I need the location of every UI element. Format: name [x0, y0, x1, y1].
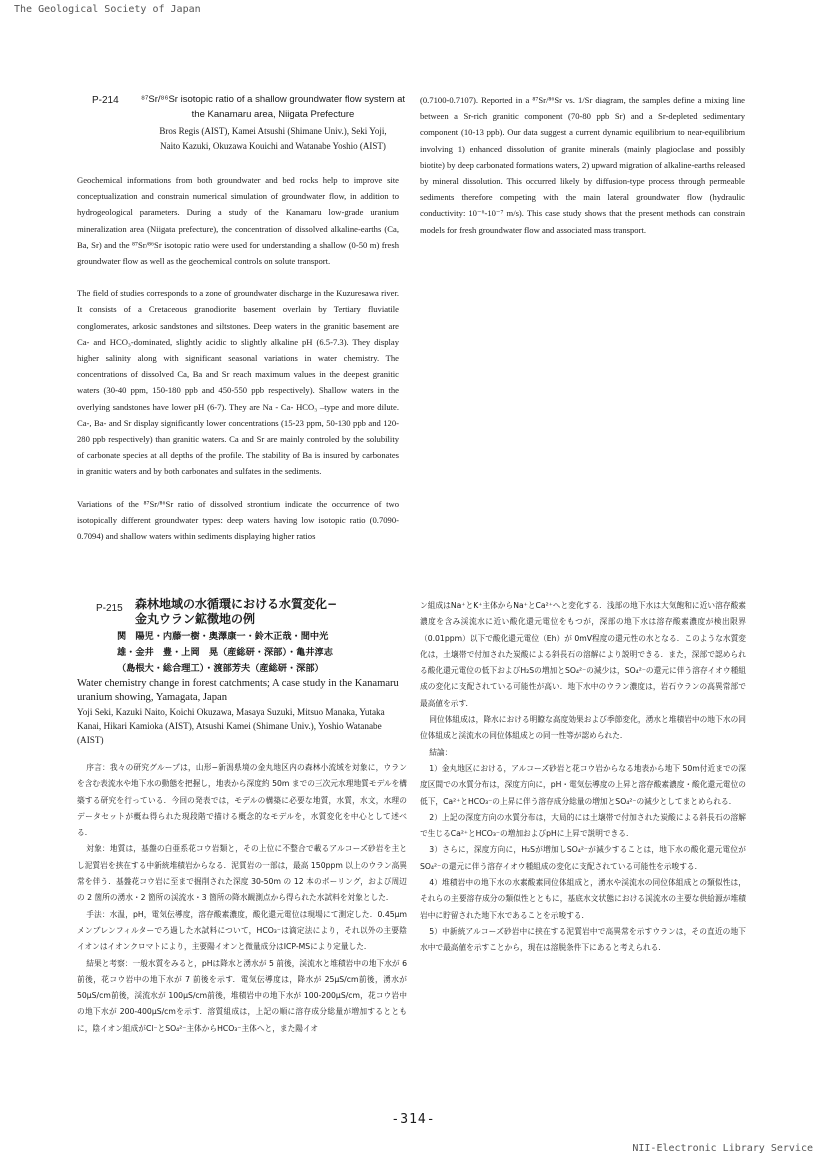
paper2-paragraph: 序言：我々の研究グループは，山形−新潟県境の金丸地区内の森林小流域を対象に，ウランを含む表流水や地下水の動態を把握し，地表から深度約 50m までの三次元水理地質モデルを構築する研究を行っている．今回の発表では，モデルの構築に必要な地質，水質，水文，水理のデータセットが概ね得られた現段階で描ける概念的なモデルを，水質変化を中心として述べる． — [77, 763, 407, 838]
paper2-conclusion-heading: 結論： — [429, 747, 453, 757]
paper1-paragraph: The field of studies corresponds to a zone of groundwater discharge in the Kuzuresawa river. It consists of a Cretaceous granodiorite basement overlain by Tertiary fluviatile conglomerates, arkosic sandstones and siltstones. Deep waters in the granitic basement are Ca- and HCO₃-dominated, slightly acidic to slightly alkaline pH (6.5-7.3). They display higher salinity along with significant seasonal variations in water chemistry. The concentrations of dissolved Ca, Ba and Sr reach maximum values in the deepest granitic waters (30-40 ppm, 150-180 ppb and 450-550 ppb respectively). Shallow waters in the overlying sandstones have lower pH (6-7). They are Na - Ca- HCO₃ –type and more dilute. Ca-, Ba- and Sr display significantly lower concentrations (15-23 ppm, 50-130 ppb and 120-280 ppb respectively) than granitic waters. Ca and Sr are mainly controled by the solubility of carbonate species at all depths of the profile. The stability of Ba is insured by carbonates in granitic waters and by both carbonates and sulfates in the sediments. — [77, 288, 399, 477]
paper2-authors-ja-line2: 雄・金井 豊・上岡 晃（産総研・深部）・亀井淳志 — [117, 647, 333, 658]
paper1-title-line2: the Kanamaru area, Niigata Prefecture — [191, 109, 355, 120]
paper2-authors-en: Yoji Seki, Kazuki Naito, Koichi Okuzawa, Masaya Suzuki, Mitsuo Manaka, Yutaka Kanai, Hikari Kamioka (AIST), Atsushi Kamei (Shimane Univ.), Yoshio Watanabe (AIST) — [77, 707, 385, 745]
paper2-authors-ja — [117, 629, 410, 677]
paper2-paragraph: 2）上記の深度方向の水質分布は，大局的には土壌帯で付加された炭酸による斜長石の溶解で生じるCa²⁺とHCO₃⁻の増加およびpHに上昇で説明できる． — [420, 812, 746, 839]
paper2-paragraph: 5）中新統アルコーズ砂岩中に挟在する泥質岩中で高異常を示すウランは，その直近の地下水中で最高値を示すことから，現在は溶脱条件下にあると考えられる． — [420, 926, 746, 953]
paper1-authors-line1: Bros Regis (AIST), Kamei Atsushi (Shimane Univ.), Seki Yoji, — [159, 126, 387, 136]
paper2-title-ja-line1: 森林地域の水循環における水質変化− — [135, 597, 338, 611]
society-header: The Geological Society of Japan — [14, 4, 201, 15]
paper1-right-column — [420, 92, 745, 238]
paper1-paragraph: Variations of the ⁸⁷Sr/⁸⁶Sr ratio of dissolved strontium indicate the occurrence of two isotopically different groundwater types: deep waters having low isotopic ratio (0.7090-0.7094) and shallow waters within sediments displaying higher ratios — [77, 498, 399, 542]
paper2-authors-ja-line1: 関 陽児・内藤一樹・奥澤康一・鈴木正哉・間中光 — [117, 631, 329, 642]
paper2-left-column — [77, 760, 407, 1037]
paper1-title — [138, 92, 408, 122]
paper2-paragraph: 3）さらに，深度方向に，H₂Sが増加しSO₄²⁻が減少することは，地下水の酸化還元電位がSO₄²⁻の還元に伴う溶存イオウ種組成の変化に支配されている可能性を示唆する． — [420, 845, 746, 871]
library-footer: NII-Electronic Library Service — [632, 1143, 813, 1154]
paper2-paragraph: 結果と考察：一般水質をみると，pHは降水と湧水が 5 前後，渓流水と堆積岩中の地下水が 6 前後，花コウ岩中の地下水が 7 前後を示す．電気伝導度は，降水が 25μS/cm前後，湧水が 50μS/cm前後，渓流水が 100μS/cm前後，堆積岩中の地下水が 100-200μS/cm，花コウ岩中の地下水が 200-400μS/cmを示す．溶質組成は，上記の順に溶存成分総量が増加するとともに，陰イオン組成がCl⁻とSO₄²⁻主体からHCO₃⁻主体へと，また陽イオ — [77, 958, 407, 1033]
paper1-paragraph: Geochemical informations from both groundwater and bed rocks help to improve site conceptualization and constrain numerical simulation of groundwater flow, in addition to hydrogeological parameters. During a study of the Kanamaru low-grade uranium mineralization area (Niigata prefecture), the concentration of dissolved alkaline-earths (Ca, Ba, Sr) and the ⁸⁷Sr/⁸⁶Sr isotopic ratio were used for understanding a shallow (0-50 m) fresh groundwater flow as well as the geochemical controls on solute transport. — [77, 175, 399, 267]
paper2-paragraph: 4）堆積岩中の地下水の水素酸素同位体組成と，湧水や渓流水の同位体組成との類似性は，それらの主要溶存成分の類似性とともに，基底水文状態における渓流水の主要な供給源が堆積岩中に貯留された地下水であることを示唆する． — [420, 878, 746, 920]
paper2-title-ja — [135, 597, 410, 627]
paper2-id: P-215 — [96, 603, 123, 614]
paper1-left-column — [77, 172, 399, 560]
paper1-authors — [138, 124, 408, 154]
paper2-paragraph: ン組成はNa⁺とK⁺主体からNa⁺とCa²⁺へと変化する．浅部の地下水は大気飽和に近い溶存酸素濃度を含み渓流水に近い酸化還元電位をもつが，深部の地下水は溶存酸素濃度が検出限界（0.01ppm）以下で酸化還元電位（Eh）が 0mV程度の還元性の水となる．このような水質変化は，土壌帯で付加された炭酸による斜長石の溶解により説明できる．また，深部で認められる酸化還元電位の低下およびH₂Sの増加とSO₄²⁻の減少は，SO₄²⁻の還元に伴う溶存イオウ種組成の変化に支配されている可能性が高い．地下水中のウラン濃度は，岩石ウランの高異常部で最高値を示す． — [420, 601, 746, 708]
paper1-id: P-214 — [92, 95, 119, 106]
paper2-paragraph: 1）金丸地区における，アルコーズ砂岩と花コウ岩からなる地表から地下 50m付近までの深度区間での水質分布は，深度方向に，pH・電気伝導度の上昇と溶存酸素濃度・酸化還元電位の低下，Ca²⁺とHCO₃⁻の上昇に伴う溶存成分総量の増加とSO₄²⁻の減少としてまとめられる． — [420, 763, 746, 806]
paper2-paragraph: 同位体組成は，降水における明瞭な高度効果および季節変化，湧水と堆積岩中の地下水の同位体組成と渓流水の同位体組成との同一性等が認められた． — [420, 715, 746, 741]
paper2-paragraph: 対象：地質は，基盤の白亜系花コウ岩類と，その上位に不整合で載るアルコーズ砂岩を主とし泥質岩を挟在する中新統堆積岩からなる．泥質岩の一部は，最高 150ppm 以上のウラン高異常を伴う．基盤花コウ岩に至まで掘削された深度 30-50m の 12 本のボーリング，および周辺の 2 箇所の湧水・2 箇所の渓流水・3 箇所の降水観測点から得られた水試料を対象とした． — [77, 844, 407, 903]
paper1-title-line1: ⁸⁷Sr/⁸⁶Sr isotopic ratio of a shallow groundwater flow system at — [140, 94, 406, 105]
paper2-right-column — [420, 598, 746, 957]
paper2-title-ja-line2: 金丸ウラン鉱徴地の例 — [135, 612, 256, 626]
paper1-paragraph: (0.7100-0.7107). Reported in a ⁸⁷Sr/⁸⁶Sr vs. 1/Sr diagram, the samples define a mixing line between a Sr-rich granitic component (70-80 ppb Sr) and a Sr-depleted sedimentary component (10-13 ppb). Our data suggest a current dynamic equilibrium to near-equilibrium involving 1) enhanced dissolution of granite minerals (mainly plagioclase and possibly biotite) by deep carbonated formations waters, 2) upward migration of alkaline-earths released by mineral dissolution. This occurred likely by diffusion-type process through permeable sediments therefore competing with the main lateral groundwater flow (hydraulic conductivity: 10⁻⁶-10⁻⁷ m/s). This case study shows that the present methods can constrain models for fresh groundwater flow and associated mass transport. — [420, 95, 745, 235]
paper2-authors-ja-line3: （島根大・総合理工）・渡部芳夫（産総研・深部） — [117, 663, 324, 674]
paper2-title-en: Water chemistry change in forest catchments; A case study in the Kanamaru uranium showing, Yamagata, Japan — [77, 678, 399, 703]
page-number: -314- — [391, 1112, 436, 1127]
paper1-authors-line2: Naito Kazuki, Okuzawa Kouichi and Watanabe Yoshio (AIST) — [160, 141, 386, 151]
paper2-paragraph: 手法：水温，pH，電気伝導度，溶存酸素濃度，酸化還元電位は現場にて測定した．0.45μmメンブレンフィルターでろ過した水試料について，HCO₃⁻は滴定法により，それ以外の主要陰イオンはイオンクロマトにより，主要陽イオンと微量成分はICP-MSにより定量した． — [77, 909, 407, 952]
